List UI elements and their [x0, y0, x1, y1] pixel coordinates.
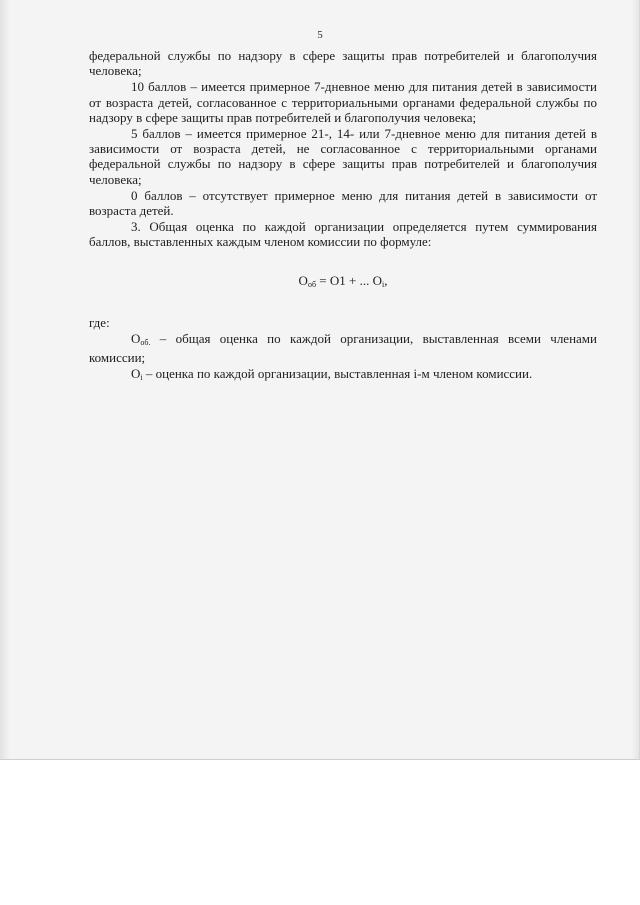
scan-shadow-right — [631, 0, 639, 760]
definition-member-text: – оценка по каждой организации, выставленная i-м членом комиссии. — [142, 366, 533, 382]
formula-rhs-subscript: i — [381, 279, 385, 289]
paragraph-continuation: федеральной службы по надзору в сфере защиты прав потребителей и благополучия человека; — [89, 48, 597, 79]
definition-member — [89, 366, 597, 385]
definition-total-symbol: О — [131, 331, 141, 347]
paragraph-10-points: 10 баллов – имеется примерное 7-дневное меню для питания детей в зависимости от возраста детей, согласованное с территориальными органами федеральной службы по надзору в сфере защиты прав потребителей и благополучия человека; — [89, 79, 597, 125]
where-label: где: — [89, 314, 110, 330]
definition-member-subscript: i — [140, 373, 143, 383]
definition-total — [89, 331, 597, 365]
formula-tail: , — [384, 272, 388, 288]
formula-lhs-subscript: об — [307, 279, 317, 289]
definition-total-subscript: об. — [140, 338, 151, 348]
scan-shadow-left — [0, 0, 10, 760]
formula — [89, 273, 597, 292]
paragraph-total-score: 3. Общая оценка по каждой организации определяется путем суммирования баллов, выставленных каждым членом комиссии по формуле: — [89, 219, 597, 250]
definition-member-symbol: О — [131, 366, 141, 382]
document-body — [89, 48, 597, 387]
definition-total-text: – общая оценка по каждой организации, выставленная всеми членами комиссии; — [89, 331, 597, 366]
paragraph-0-points: 0 баллов – отсутствует примерное меню для питания детей в зависимости от возраста детей. — [89, 187, 597, 219]
paragraph-5-points: 5 баллов – имеется примерное 21-, 14- или 7-дневное меню для питания детей в зависимости от возраста детей, не согласованное с территориальными органами федеральной службы по надзору в сфере защиты прав потребителей и благополучия человека; — [89, 126, 597, 187]
formula-lhs: О — [298, 272, 308, 288]
page-number: 5 — [317, 29, 323, 41]
formula-middle: = О1 + ... О — [316, 272, 382, 288]
